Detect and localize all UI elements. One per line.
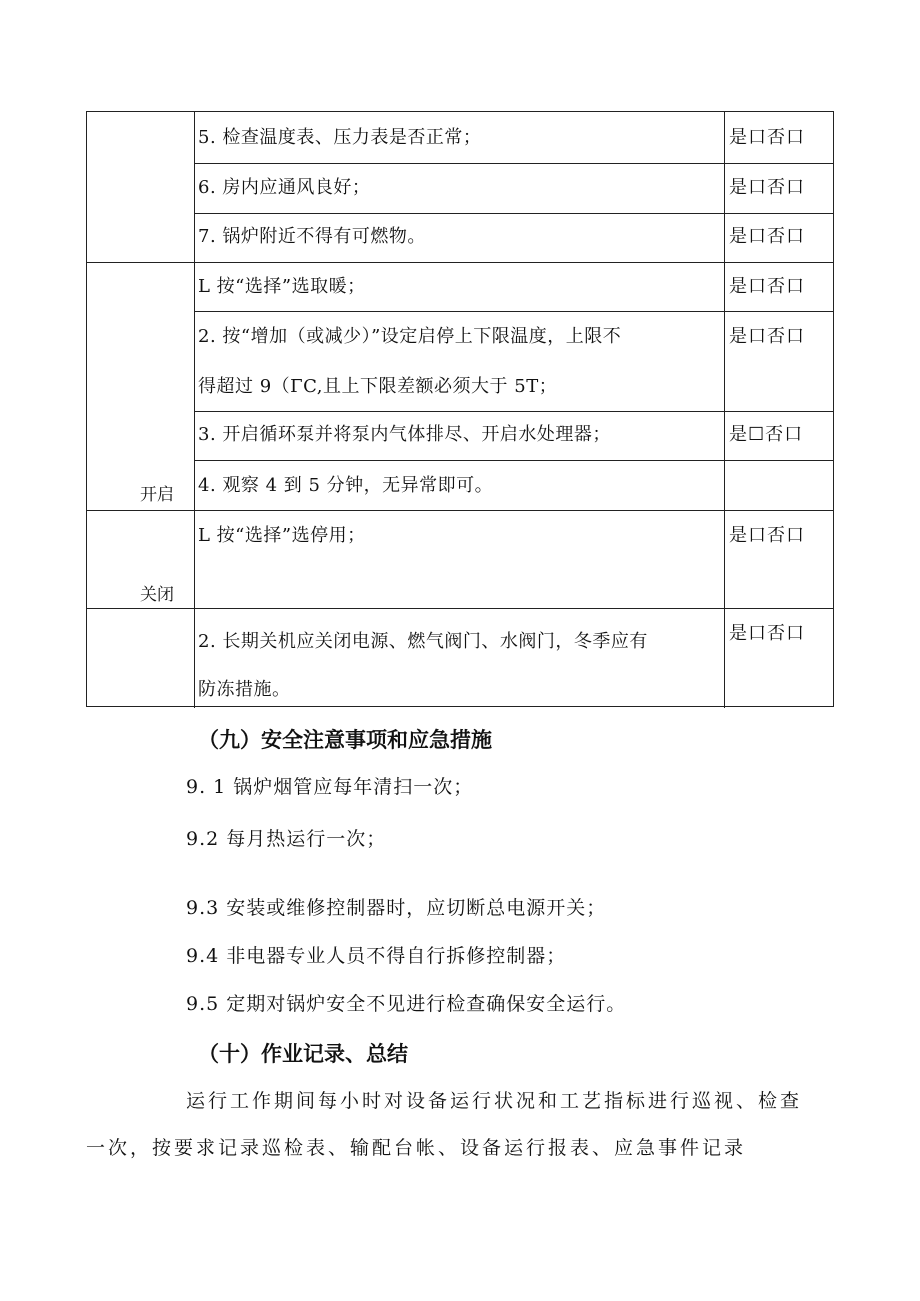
table-row-text: 7. 锅炉附近不得有可燃物。 — [198, 226, 426, 247]
row-divider — [87, 608, 834, 609]
row-divider — [194, 460, 834, 461]
list-item: 9.2 每月热运行一次； — [186, 828, 387, 850]
table-row-text-continued: 防冻措施。 — [198, 679, 291, 700]
table-row-text: 5. 检查温度表、压力表是否正常； — [198, 127, 482, 148]
list-item: 9.3 安装或维修控制器时，应切断总电源开关； — [186, 897, 607, 919]
section-9-heading: （九）安全注意事项和应急措施 — [198, 728, 492, 752]
paragraph-line: 一次，按要求记录巡检表、输配台帐、设备运行报表、应急事件记录 — [86, 1137, 747, 1159]
column-divider — [194, 112, 195, 708]
list-item: 9.5 定期对锅炉安全不见进行检查确保安全运行。 — [186, 993, 627, 1015]
row-divider — [194, 163, 834, 164]
paragraph-line: 运行工作期间每小时对设备运行状况和工艺指标进行巡视、检查 — [186, 1090, 803, 1112]
yes-no-checkbox[interactable]: 是口否口 — [729, 276, 805, 297]
yes-no-checkbox[interactable]: 是口否口 — [729, 226, 805, 247]
yes-no-checkbox[interactable]: 是☐否口 — [729, 424, 804, 445]
row-divider — [194, 411, 834, 412]
yes-no-checkbox[interactable]: 是口否口 — [729, 525, 805, 546]
yes-no-checkbox[interactable]: 是口否口 — [729, 623, 805, 644]
table-row-text: 6. 房内应通风良好； — [198, 177, 371, 198]
list-item: 9. 1 锅炉烟管应每年清扫一次； — [186, 776, 474, 798]
section-10-heading: （十）作业记录、总结 — [198, 1042, 408, 1066]
table-row-text: 3. 开启循环泵并将泵内气体排尽、开启水处理器； — [198, 424, 611, 445]
yes-no-checkbox[interactable]: 是口否口 — [729, 127, 805, 148]
yes-no-checkbox[interactable]: 是口否口 — [729, 177, 805, 198]
yes-no-checkbox[interactable]: 是口否口 — [729, 326, 805, 347]
table-row-text: L 按“选择”选停用； — [198, 525, 366, 546]
group-label-start: 开启 — [140, 485, 174, 505]
row-divider — [87, 262, 834, 263]
table-row-text: 4. 观察 4 到 5 分钟，无异常即可。 — [198, 475, 494, 496]
group-label-stop: 关闭 — [140, 585, 174, 605]
inspection-table — [86, 111, 834, 707]
table-row-text: 2. 长期关机应关闭电源、燃气阀门、水阀门，冬季应有 — [198, 631, 648, 652]
row-divider — [194, 311, 834, 312]
table-row-text-continued: 得超过 9（ΓC,且上下限差额必须大于 5T； — [198, 376, 558, 397]
table-row-text: L 按“选择”选取暖； — [198, 276, 366, 297]
table-row-text: 2. 按“增加（或减少）”设定启停上下限温度，上限不 — [198, 326, 622, 347]
row-divider — [194, 213, 834, 214]
row-divider — [87, 510, 834, 511]
list-item: 9.4 非电器专业人员不得自行拆修控制器； — [186, 945, 567, 967]
column-divider — [724, 112, 725, 708]
